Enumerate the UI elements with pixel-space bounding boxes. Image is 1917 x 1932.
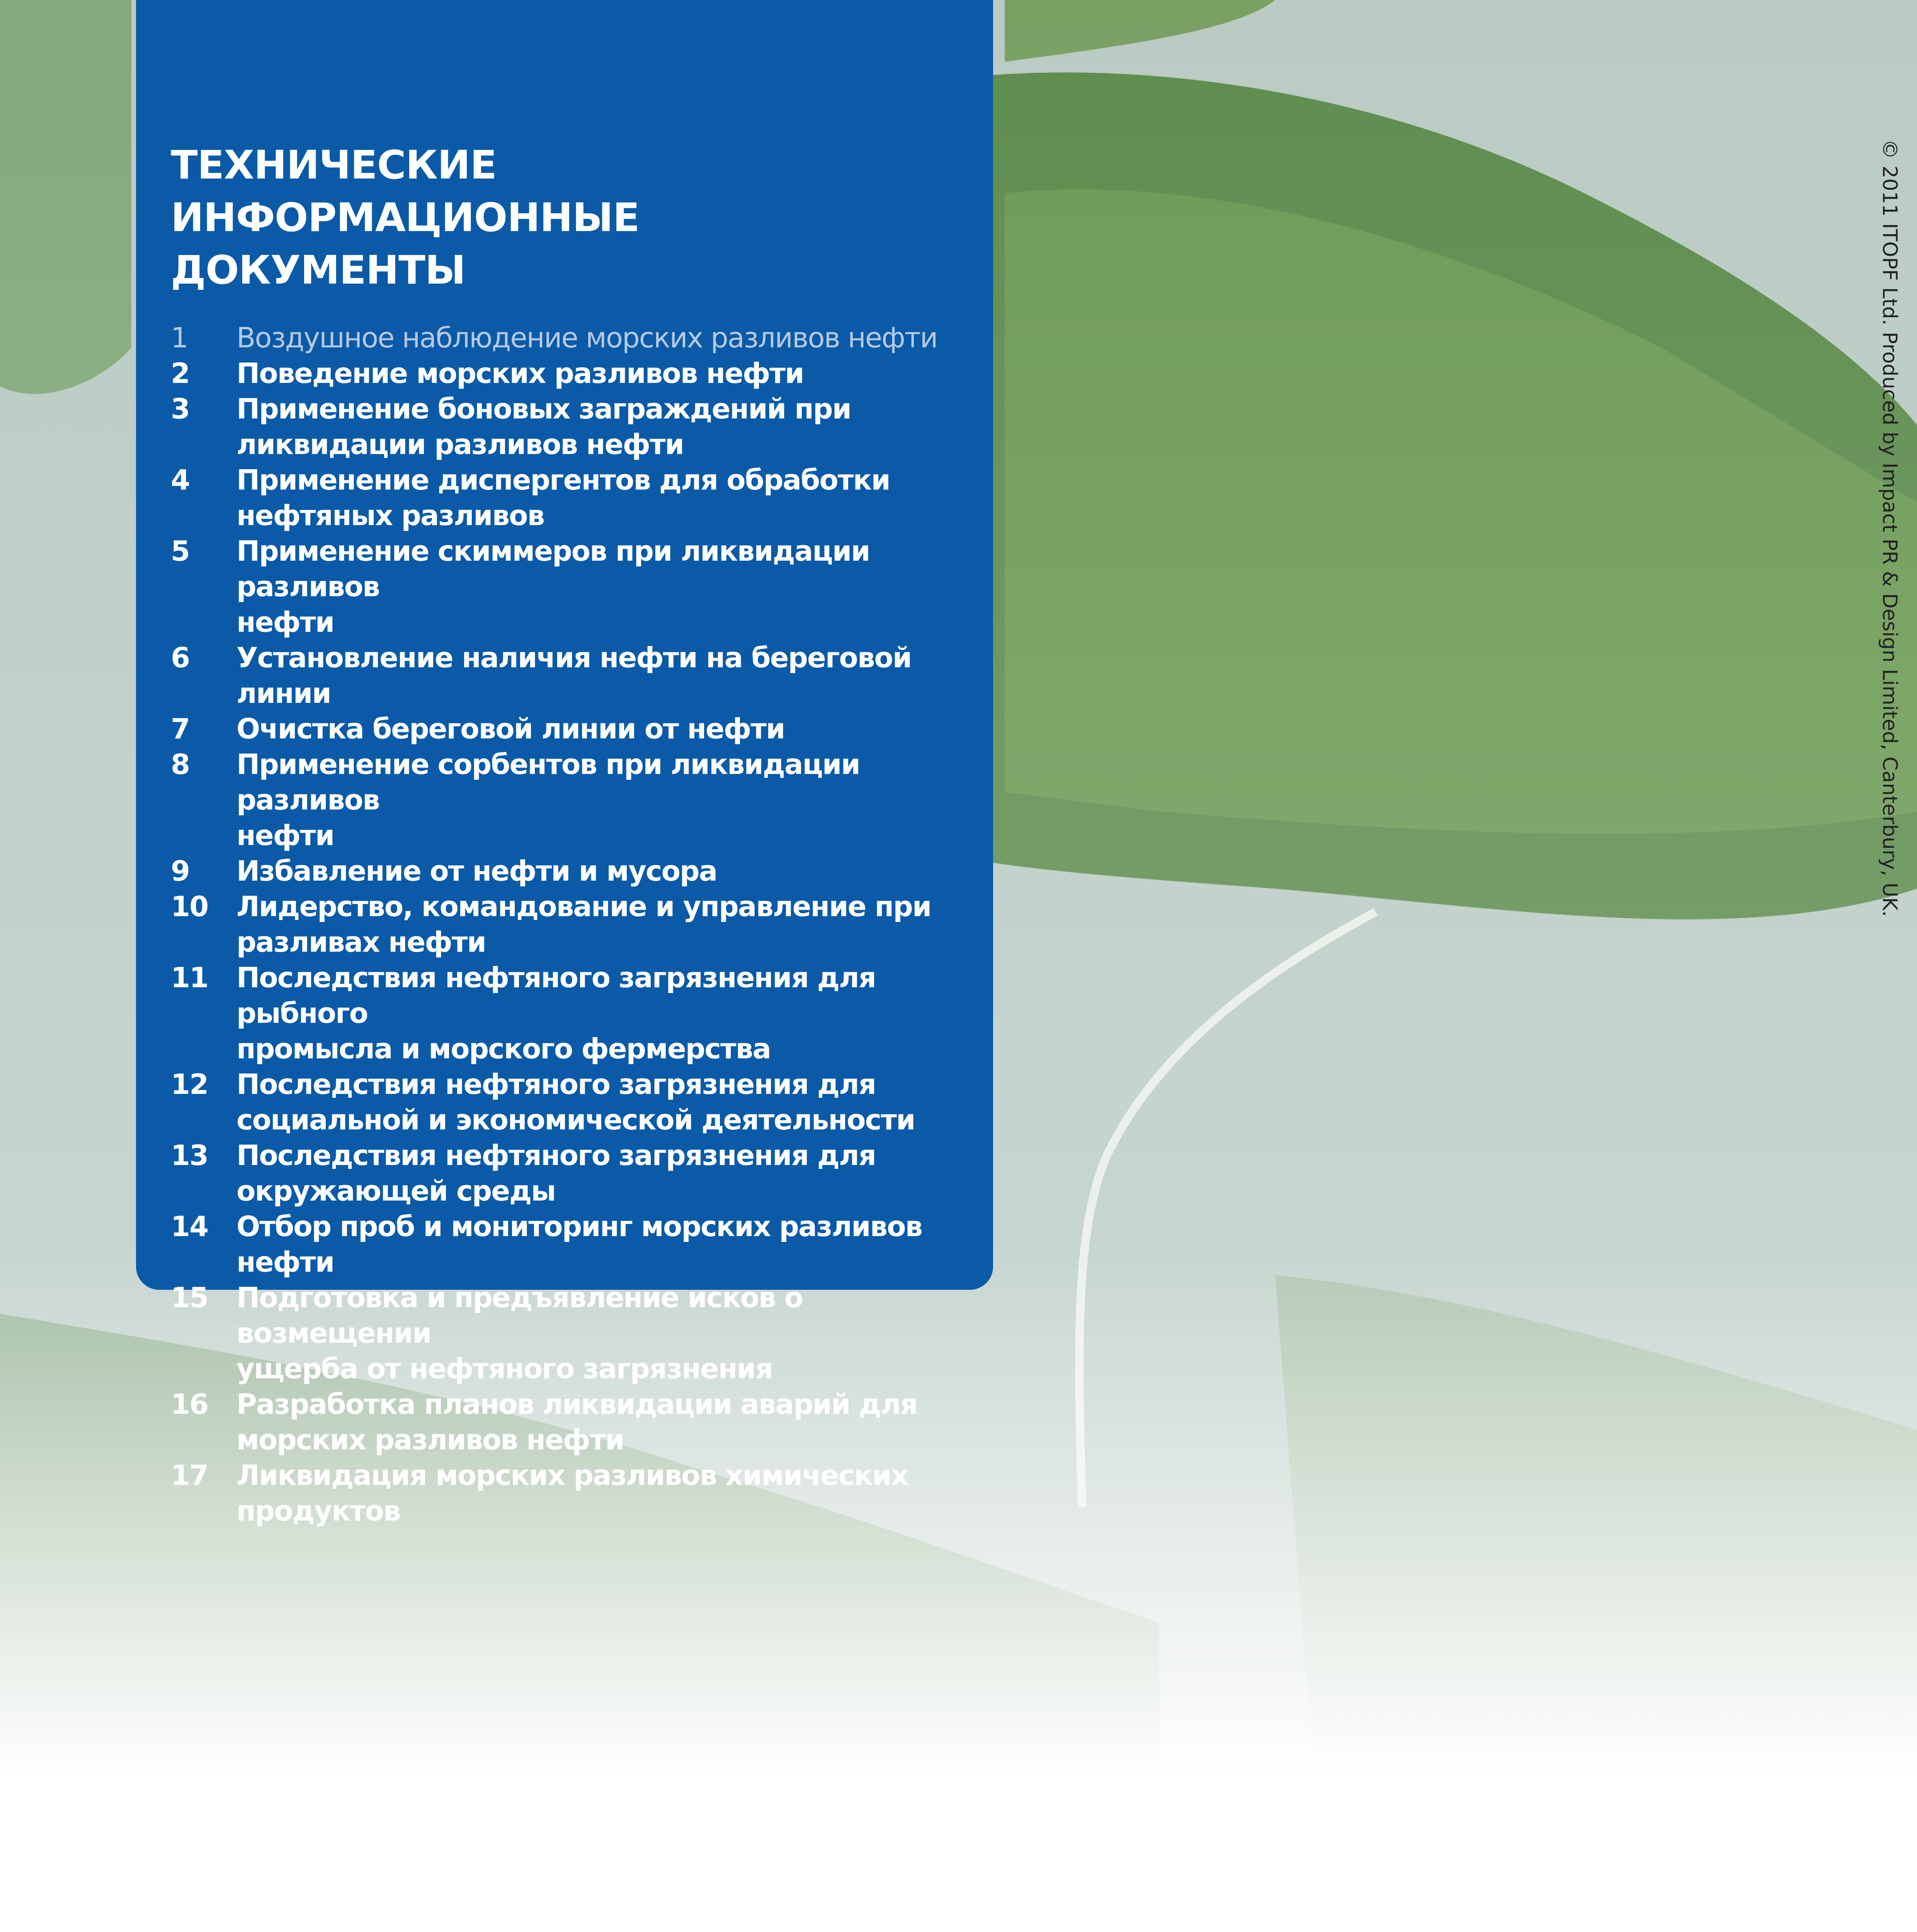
toc-item xyxy=(171,1066,993,1138)
toc-item-title: Применение скиммеров при ликвидации разливов нефти xyxy=(236,535,870,638)
toc-item-title: Ликвидация морских разливов химических продуктов xyxy=(236,1459,908,1527)
toc-item-title: Применение диспергентов для обработки нефтяных разливов xyxy=(236,464,890,532)
toc-item-number: 16 xyxy=(171,1388,208,1420)
copyright-credit: © 2011 ITOPF Ltd. Produced by Impact PR & Design Limited, Canterbury, UK. xyxy=(1878,139,1901,917)
toc-item-title: Установление наличия нефти на береговой линии xyxy=(236,641,912,709)
toc-item-title: Отбор проб и мониторинг морских разливов нефти xyxy=(236,1210,922,1278)
toc-item xyxy=(171,355,993,391)
toc-item-number: 17 xyxy=(171,1459,208,1492)
toc-item-title: Поведение морских разливов нефти xyxy=(236,357,804,389)
toc-item xyxy=(171,1280,993,1386)
toc-item-number: 7 xyxy=(171,713,190,745)
toc-item xyxy=(171,533,993,640)
toc-item xyxy=(171,320,993,355)
toc-item-number: 10 xyxy=(171,890,208,923)
toc-item xyxy=(171,1209,993,1280)
toc-item-title: Очистка береговой линии от нефти xyxy=(236,713,785,745)
toc-item xyxy=(171,1386,993,1458)
toc-item xyxy=(171,747,993,853)
toc-item-number: 12 xyxy=(171,1068,208,1100)
toc-item xyxy=(171,889,993,960)
toc-item-number: 5 xyxy=(171,535,190,567)
toc-list xyxy=(171,320,993,1529)
toc-item-title: Избавление от нефти и мусора xyxy=(236,855,717,887)
toc-panel xyxy=(136,0,993,1527)
toc-item-number: 14 xyxy=(171,1210,208,1243)
toc-item-title: Подготовка и предъявление исков о возмещении ущерба от нефтяного загрязнения xyxy=(236,1281,803,1385)
toc-item xyxy=(171,391,993,462)
toc-item-number: 1 xyxy=(171,321,188,354)
toc-item-number: 13 xyxy=(171,1139,208,1172)
toc-item-title: Последствия нефтяного загрязнения для социальной и экономической деятельности xyxy=(236,1068,915,1136)
toc-item xyxy=(171,1138,993,1209)
toc-item xyxy=(171,1458,993,1529)
toc-item-number: 3 xyxy=(171,393,190,425)
toc-item-number: 4 xyxy=(171,464,190,496)
toc-item-title: Применение боновых заграждений при ликвидации разливов нефти xyxy=(236,393,851,461)
toc-item xyxy=(171,640,993,711)
toc-item-number: 2 xyxy=(171,357,190,389)
toc-title: ТЕХНИЧЕСКИЕ ИНФОРМАЦИОННЫЕ ДОКУМЕНТЫ xyxy=(171,142,640,293)
toc-item-title: Лидерство, командование и управление при разливах нефти xyxy=(236,890,931,958)
toc-item xyxy=(171,960,993,1066)
toc-item xyxy=(171,462,993,533)
toc-item-title: Воздушное наблюдение морских разливов нефти xyxy=(236,321,937,354)
toc-item-number: 9 xyxy=(171,855,190,887)
toc-item-title: Разработка планов ликвидации аварий для морских разливов нефти xyxy=(236,1388,917,1456)
toc-item-number: 8 xyxy=(171,748,190,781)
toc-item xyxy=(171,853,993,889)
toc-item-title: Применение сорбентов при ликвидации разливов нефти xyxy=(236,748,860,852)
toc-item-number: 11 xyxy=(171,961,208,994)
toc-item-title: Последствия нефтяного загрязнения для окружающей среды xyxy=(236,1139,876,1207)
toc-item-title: Последствия нефтяного загрязнения для рыбного промысла и морского фермерства xyxy=(236,961,876,1065)
toc-item-number: 15 xyxy=(171,1281,208,1314)
toc-item-number: 6 xyxy=(171,641,190,674)
toc-item xyxy=(171,711,993,747)
